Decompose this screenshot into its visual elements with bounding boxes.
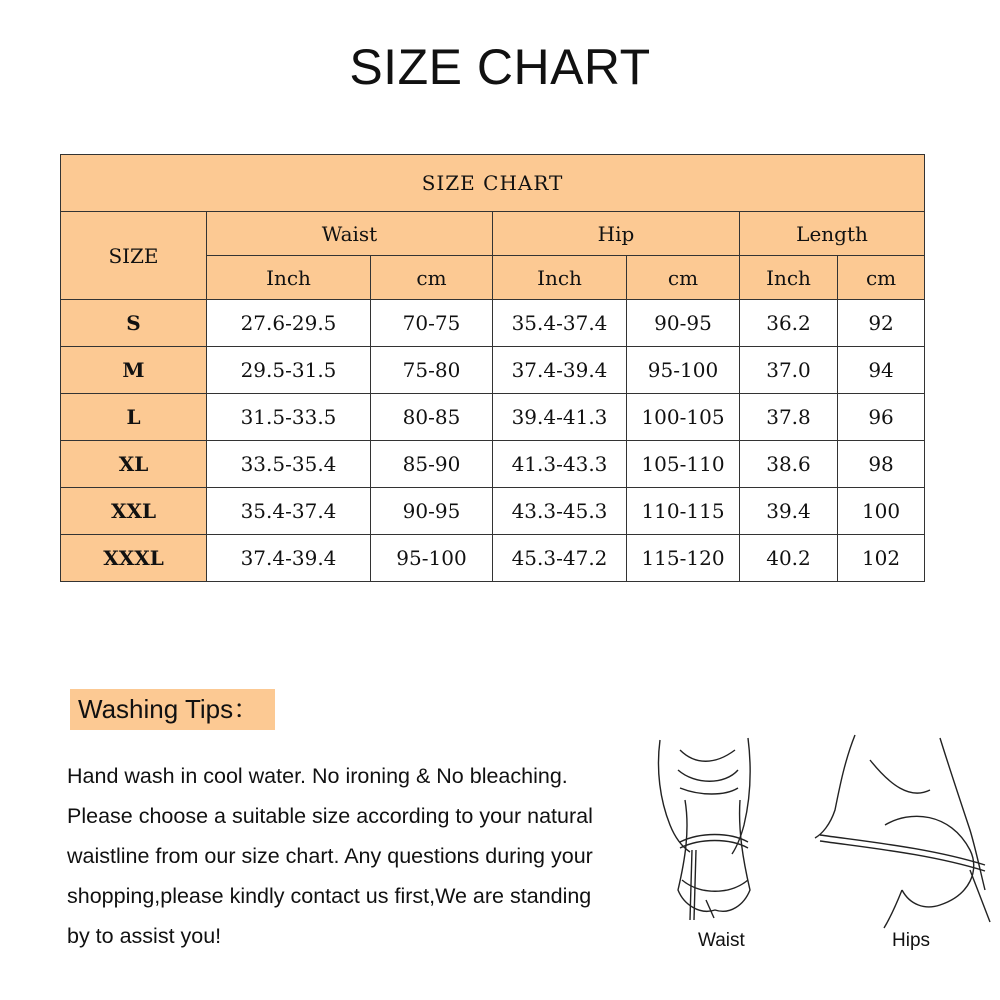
unit-header: cm	[371, 256, 493, 300]
table-cell: 95-100	[371, 535, 493, 582]
table-cell: 43.3-45.3	[493, 488, 627, 535]
table-cell: 90-95	[371, 488, 493, 535]
size-cell: L	[61, 394, 207, 441]
table-cell: 45.3-47.2	[493, 535, 627, 582]
table-cell: 37.4-39.4	[493, 347, 627, 394]
table-cell: 35.4-37.4	[493, 300, 627, 347]
size-cell: XXXL	[61, 535, 207, 582]
table-cell: 85-90	[371, 441, 493, 488]
table-cell: 100-105	[627, 394, 740, 441]
table-cell: 75-80	[371, 347, 493, 394]
table-row	[61, 488, 925, 535]
table-cell: 39.4-41.3	[493, 394, 627, 441]
size-cell: S	[61, 300, 207, 347]
page-title: SIZE CHART	[349, 39, 651, 95]
table-title: SIZE CHART	[61, 155, 925, 212]
table-cell: 41.3-43.3	[493, 441, 627, 488]
waist-figure	[658, 738, 750, 920]
waist-header: Waist	[207, 212, 493, 256]
table-cell: 102	[838, 535, 925, 582]
table-row	[61, 441, 925, 488]
table-cell: 70-75	[371, 300, 493, 347]
table-row	[61, 300, 925, 347]
table-row	[61, 394, 925, 441]
table-cell: 92	[838, 300, 925, 347]
hip-header: Hip	[493, 212, 740, 256]
measurement-figures	[640, 730, 1000, 1000]
table-cell: 90-95	[627, 300, 740, 347]
unit-header: Inch	[740, 256, 838, 300]
washing-line: waistline from our size chart. Any questions during your	[67, 844, 593, 868]
table-row	[61, 535, 925, 582]
unit-header: cm	[627, 256, 740, 300]
washing-tips-heading: Washing Tips：	[70, 689, 275, 730]
hips-figure	[815, 735, 990, 928]
table-cell: 29.5-31.5	[207, 347, 371, 394]
table-cell: 35.4-37.4	[207, 488, 371, 535]
table-cell: 37.4-39.4	[207, 535, 371, 582]
size-header: SIZE	[61, 212, 207, 300]
washing-line: by to assist you!	[67, 924, 222, 948]
size-chart-table	[60, 154, 925, 582]
table-cell: 27.6-29.5	[207, 300, 371, 347]
washing-line: Please choose a suitable size according to your natural	[67, 804, 593, 828]
table-cell: 38.6	[740, 441, 838, 488]
size-cell: XL	[61, 441, 207, 488]
table-cell: 96	[838, 394, 925, 441]
size-cell: XXL	[61, 488, 207, 535]
table-cell: 94	[838, 347, 925, 394]
table-cell: 39.4	[740, 488, 838, 535]
table-cell: 100	[838, 488, 925, 535]
hips-label: Hips	[892, 930, 931, 951]
waist-label: Waist	[698, 930, 745, 951]
table-cell: 98	[838, 441, 925, 488]
table-cell: 36.2	[740, 300, 838, 347]
table-cell: 40.2	[740, 535, 838, 582]
washing-line: Hand wash in cool water. No ironing & No bleaching.	[67, 764, 568, 788]
table-cell: 115-120	[627, 535, 740, 582]
table-cell: 95-100	[627, 347, 740, 394]
table-cell: 33.5-35.4	[207, 441, 371, 488]
table-cell: 31.5-33.5	[207, 394, 371, 441]
unit-header: cm	[838, 256, 925, 300]
table-row	[61, 347, 925, 394]
length-header: Length	[740, 212, 925, 256]
table-cell: 80-85	[371, 394, 493, 441]
washing-tips-text	[67, 756, 647, 956]
table-cell: 37.0	[740, 347, 838, 394]
table-cell: 105-110	[627, 441, 740, 488]
table-cell: 37.8	[740, 394, 838, 441]
measurement-illustration	[640, 730, 1000, 930]
table-cell: 110-115	[627, 488, 740, 535]
unit-header: Inch	[493, 256, 627, 300]
washing-line: shopping,please kindly contact us first,We are standing	[67, 884, 592, 908]
size-cell: M	[61, 347, 207, 394]
unit-header: Inch	[207, 256, 371, 300]
